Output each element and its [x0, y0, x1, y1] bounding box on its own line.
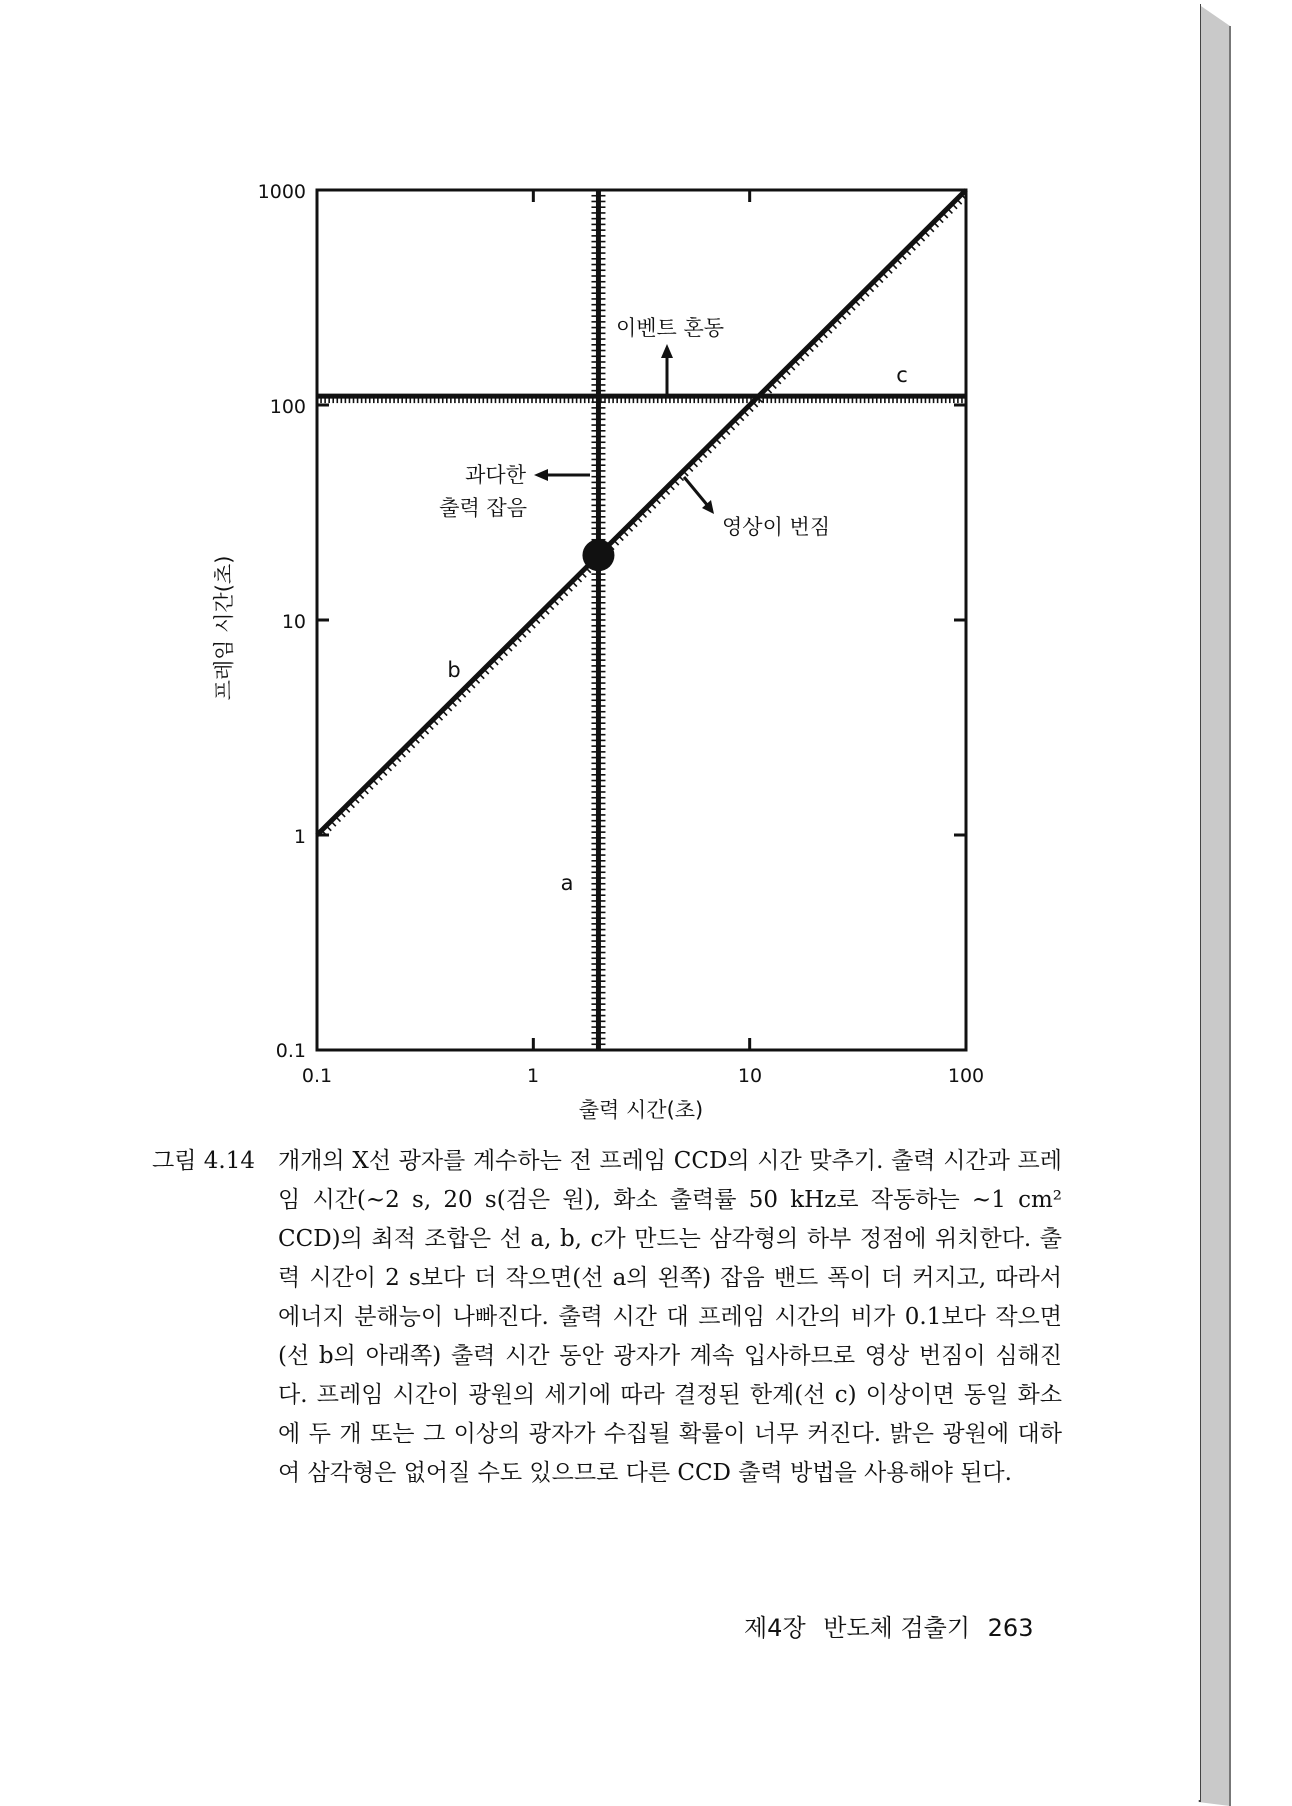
figure-label: 그림 4.14: [152, 1148, 255, 1174]
page-thickness-edge: [1198, 4, 1230, 1806]
page-footer: [744, 1608, 1043, 1643]
x-tick-labels: [302, 1065, 984, 1087]
page: [4, 4, 1200, 1800]
caption-text: 개개의 X선 광자를 계수하는 전 프레임 CCD의 시간 맞추기. 출력 시간과 프레임 시간(~2 s, 20 s(검은 원), 화소 출력률 50 kHz로 작동하는 ~1 cm² CCD)의 최적 조합은 선 a, b, c가 만드는 삼각형의 하부 정점에 위치한다. 출력 시간이 2 s보다 더 작으면(선 a의 왼쪽) 잡음 밴드 폭이 더 커지고, 따라서 에너지 분해능이 나빠진다. 출력 시간 대 프레임 시간의 비가 0.1보다 작으면(선 b의 아래쪽) 출력 시간 동안 광자가 계속 입사하므로 영상 번짐이 심해진다. 프레임 시간이 광원의 세기에 따라 결정된 한계(선 c) 이상이면 동일 화소에 두 개 또는 그 이상의 광자가 수집될 확률이 너무 커진다. 밝은 광원에 대하여 삼각형은 없어질 수도 있으므로 다른 CCD 출력 방법을 사용해야 된다.: [278, 1148, 1062, 1486]
line-a-label: a: [560, 871, 574, 895]
x-axis-title: 출력 시간(초): [578, 1098, 704, 1122]
excess-noise-arrowhead: [534, 469, 548, 481]
y-tick-label: 1000: [257, 181, 306, 203]
chapter-title: 반도체 검출기: [823, 1614, 971, 1642]
y-tick-labels: [258, 181, 306, 1062]
optimum-point: [582, 539, 614, 571]
line-b-hatching: [322, 195, 967, 836]
x-tick-label: 10: [737, 1065, 763, 1087]
timing-chart: [4, 4, 1200, 1124]
x-tick-label: 0.1: [301, 1065, 333, 1087]
image-smear-label: 영상이 번짐: [722, 515, 831, 539]
y-tick-label: 1: [293, 826, 306, 848]
event-confusion-arrowhead: [661, 344, 673, 358]
y-tick-label: 0.1: [275, 1040, 306, 1062]
y-tick-label: 100: [269, 396, 306, 418]
image-smear-arrow: [684, 477, 708, 506]
y-tick-label: 10: [281, 611, 306, 633]
line-c-label: c: [896, 363, 908, 387]
x-tick-label: 100: [947, 1065, 985, 1087]
line-b-label: b: [447, 658, 461, 682]
chapter-number: 제4장: [744, 1614, 806, 1642]
event-confusion-label: 이벤트 혼동: [615, 316, 725, 340]
page-number: 263: [987, 1614, 1034, 1642]
x-tick-label: 1: [526, 1065, 540, 1087]
excess-noise-label-line2: 출력 잡음: [439, 496, 527, 520]
excess-noise-label-line1: 과다한: [465, 463, 526, 487]
y-axis-title: 프레임 시간(초): [212, 555, 236, 701]
